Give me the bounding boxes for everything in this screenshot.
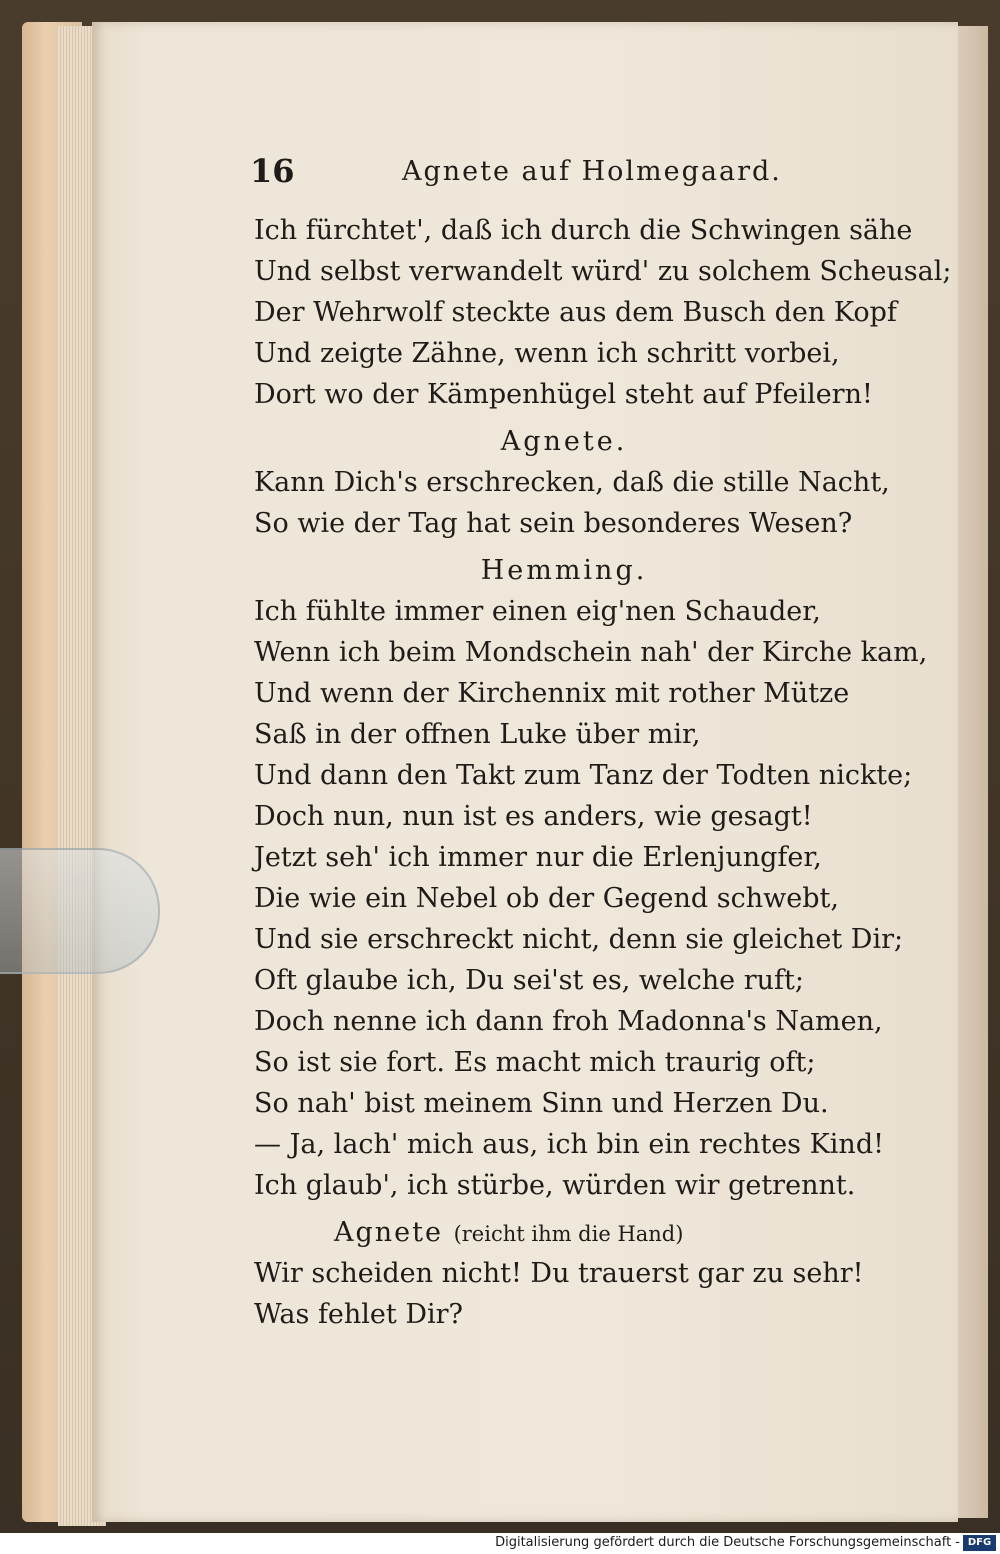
verse-line: — Ja, lach' mich aus, ich bin ein rechtes Kind!: [254, 1129, 884, 1160]
funding-credit: Digitalisierung gefördert durch die Deutsche Forschungsgemeinschaft -: [495, 1535, 960, 1550]
speaker-name: Agnete.: [500, 426, 628, 457]
verse-line: So nah' bist meinem Sinn und Herzen Du.: [254, 1088, 829, 1119]
verse-line: Ich glaub', ich stürbe, würden wir getrennt.: [254, 1170, 856, 1201]
page-clip: [0, 848, 160, 974]
verse-line: Ich fürchtet', daß ich durch die Schwingen sähe: [254, 215, 913, 246]
verse-line: Saß in der offnen Luke über mir,: [254, 719, 701, 750]
verse-line: Dort wo der Kämpenhügel steht auf Pfeilern!: [254, 379, 873, 410]
verse-line: Jetzt seh' ich immer nur die Erlenjungfer,: [254, 842, 822, 873]
footer-bar: [0, 1533, 1000, 1554]
verse-line: Und sie erschreckt nicht, denn sie gleichet Dir;: [254, 924, 904, 955]
speaker-name: Hemming.: [480, 555, 648, 586]
verse-line: Was fehlet Dir?: [254, 1299, 464, 1330]
speaker-with-direction: [254, 1212, 914, 1253]
dfg-logo: DFG: [963, 1535, 996, 1551]
book-page: [92, 22, 958, 1522]
verse-line: Wenn ich beim Mondschein nah' der Kirche kam,: [254, 637, 928, 668]
verse-line: Doch nun, nun ist es anders, wie gesagt!: [254, 801, 813, 832]
verse-line: So ist sie fort. Es macht mich traurig oft;: [254, 1047, 816, 1078]
verse-line: Und dann den Takt zum Tanz der Todten nickte;: [254, 760, 913, 791]
speaker-name: Agnete: [334, 1217, 443, 1248]
verse-line: Oft glaube ich, Du sei'st es, welche ruft;: [254, 965, 804, 996]
verse-line: Und wenn der Kirchennix mit rother Mütze: [254, 678, 850, 709]
verse-line: Wir scheiden nicht! Du trauerst gar zu sehr!: [254, 1258, 864, 1289]
verse-line: Kann Dich's erschrecken, daß die stille Nacht,: [254, 467, 890, 498]
poem-text: [254, 210, 952, 1335]
verse-line: Der Wehrwolf steckte aus dem Busch den Kopf: [254, 297, 897, 328]
verse-line: Die wie ein Nebel ob der Gegend schwebt,: [254, 883, 839, 914]
verse-line: Ich fühlte immer einen eig'nen Schauder,: [254, 596, 821, 627]
stage-direction: (reicht ihm die Hand): [453, 1222, 684, 1246]
page-number: 16: [250, 152, 295, 190]
running-title: Agnete auf Holmegaard.: [402, 156, 782, 187]
verse-line: Und zeigte Zähne, wenn ich schritt vorbei,: [254, 338, 840, 369]
verse-line: Doch nenne ich dann froh Madonna's Namen,: [254, 1006, 883, 1037]
verse-line: Und selbst verwandelt würd' zu solchem Scheusal;: [254, 256, 952, 287]
page-header: [92, 152, 958, 202]
verse-line: So wie der Tag hat sein besonderes Wesen?: [254, 508, 853, 539]
